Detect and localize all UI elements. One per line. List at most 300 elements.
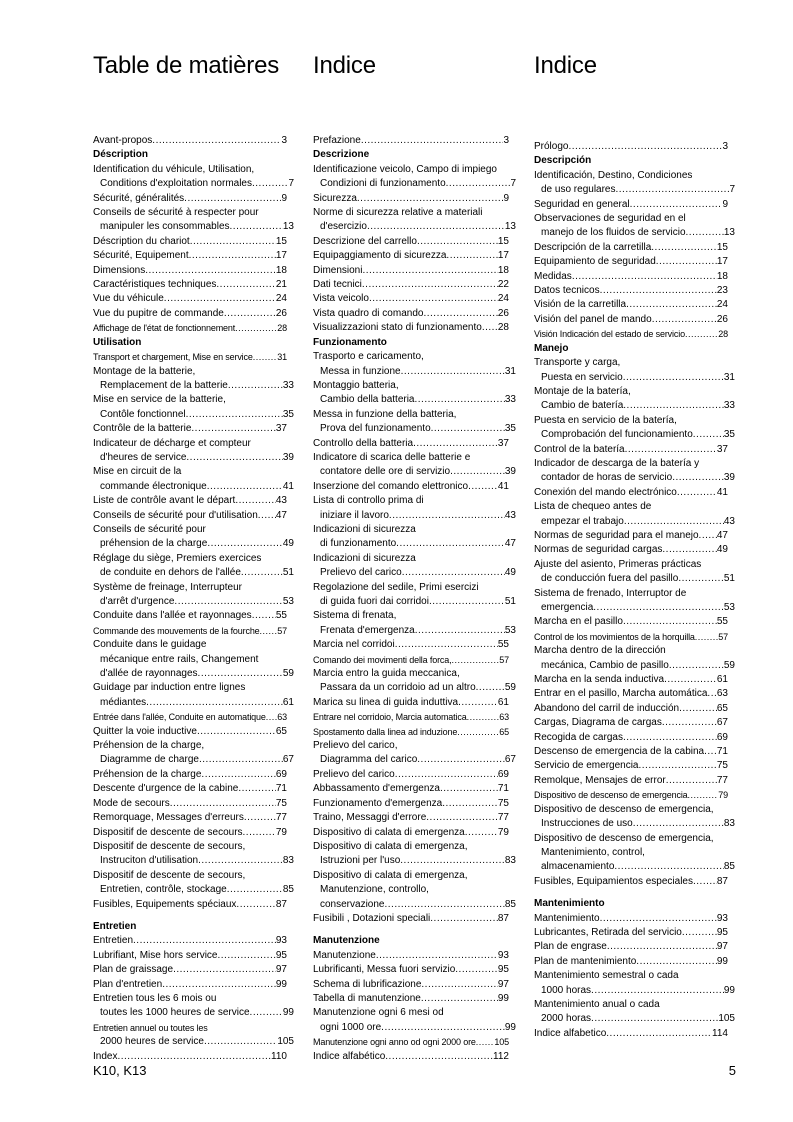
toc-entry[interactable]: [313, 292, 509, 306]
toc-entry-title: contatore delle ore di servizio: [320, 466, 451, 478]
toc-entry-line: Identificazione veicolo, Campo di impiego: [313, 163, 497, 175]
dot-leader: [686, 226, 724, 240]
toc-entry[interactable]: [313, 753, 516, 767]
toc-entry[interactable]: [534, 572, 735, 586]
toc-entry[interactable]: [93, 278, 287, 292]
toc-entry[interactable]: [534, 428, 735, 442]
toc-entry-title: Plan d'entretien: [93, 978, 163, 990]
toc-entry[interactable]: [534, 774, 728, 788]
dot-leader: [685, 327, 718, 341]
dot-leader: [421, 978, 497, 992]
dot-leader: [133, 934, 276, 948]
dot-leader: [415, 393, 505, 407]
toc-entry-page: 49: [716, 544, 728, 556]
toc-entry-title: Indice alfabético: [313, 1050, 386, 1062]
dot-leader: [636, 955, 717, 969]
toc-entry-page: 99: [275, 978, 287, 990]
toc-entry[interactable]: [313, 898, 516, 912]
toc-entry[interactable]: [534, 1012, 735, 1026]
toc-entry-page: 63: [277, 712, 287, 723]
toc-entry-page: 17: [275, 250, 287, 262]
toc-entry-title: Visión Indicación del estado de servicio: [534, 329, 685, 340]
toc-entry-title: Manutenzione ogni anno od ogni 2000 ore: [313, 1037, 476, 1048]
toc-entry[interactable]: [313, 393, 516, 407]
toc-entry-page: 95: [716, 926, 728, 938]
toc-entry[interactable]: [534, 745, 728, 759]
toc-entry[interactable]: [93, 898, 287, 912]
toc-entry-title: Contôle fonctionnel: [100, 408, 186, 420]
toc-entry[interactable]: [534, 255, 728, 269]
dot-leader: [170, 797, 276, 811]
toc-entry-page: 33: [504, 394, 516, 406]
dot-leader: [572, 270, 717, 284]
toc-entry-page: 55: [275, 610, 287, 622]
toc-entry-page: 3: [503, 135, 509, 146]
toc-entry-title: Fusibles, Equipements spéciaux: [93, 898, 237, 910]
toc-list: [93, 134, 294, 1064]
toc-entry[interactable]: [534, 615, 728, 629]
toc-entry[interactable]: [93, 379, 294, 393]
toc-entry[interactable]: [313, 624, 516, 638]
toc-entry[interactable]: [93, 696, 294, 710]
dot-leader: [164, 292, 276, 306]
dot-leader: [252, 609, 276, 623]
toc-entry[interactable]: [313, 963, 509, 977]
toc-entry[interactable]: [313, 177, 516, 191]
toc-entry[interactable]: [93, 321, 287, 335]
toc-entry-page: 87: [716, 875, 728, 887]
toc-entry[interactable]: [534, 198, 728, 212]
toc-entry-title: Entrée dans l'allée, Conduite en automatique: [93, 712, 266, 723]
dot-leader: [415, 624, 505, 638]
toc-entry[interactable]: [534, 860, 735, 874]
toc-entry-title: Comando dei movimenti della forca,: [313, 654, 452, 665]
toc-entry[interactable]: [313, 696, 509, 710]
toc-entry-title: de uso regulares: [541, 184, 616, 196]
toc-entry[interactable]: [93, 220, 294, 234]
toc-entry[interactable]: [534, 912, 728, 926]
toc-entry[interactable]: [534, 673, 728, 687]
toc-entry-line: Dispositivo de descenso de emergencia,: [534, 832, 714, 844]
toc-entry[interactable]: [313, 725, 509, 739]
toc-entry-title: préhension de la charge: [100, 538, 208, 550]
dot-leader: [184, 192, 281, 206]
toc-entry[interactable]: [93, 609, 287, 623]
toc-entry[interactable]: [93, 292, 287, 306]
toc-entry[interactable]: [93, 753, 294, 767]
toc-entry-page: 57: [499, 654, 509, 665]
toc-entry-title: Plan de engrase: [534, 941, 607, 953]
toc-entry[interactable]: [93, 667, 294, 681]
toc-entry-title: Index: [93, 1050, 118, 1062]
dot-leader: [174, 595, 282, 609]
toc-entry-title: Dispositif de descente de secours: [93, 826, 243, 838]
toc-entry[interactable]: [93, 811, 287, 825]
dot-leader: [693, 428, 724, 442]
toc-entry[interactable]: [534, 875, 728, 889]
toc-entry-page: 37: [716, 443, 728, 455]
toc-entry-title: Descenso de emergencia de la cabina: [534, 746, 705, 758]
toc-entry[interactable]: [534, 601, 735, 615]
toc-entry-title: Normas de seguridad para el manejo: [534, 529, 699, 541]
toc-entry-page: 15: [497, 235, 509, 247]
toc-entry-title: Funzionamento d'emergenza: [313, 797, 443, 809]
toc-entry[interactable]: [534, 140, 728, 154]
toc-entry[interactable]: [534, 731, 728, 745]
toc-entry[interactable]: [534, 529, 728, 543]
dot-leader: [467, 710, 500, 724]
toc-entry[interactable]: [534, 399, 735, 413]
toc-entry[interactable]: [534, 313, 728, 327]
toc-entry-title: d'esercizio: [320, 221, 367, 233]
toc-entry-page: 3: [722, 141, 728, 152]
toc-entry[interactable]: [93, 494, 287, 508]
toc-entry[interactable]: [93, 235, 287, 249]
toc-entry[interactable]: [534, 515, 735, 529]
toc-entry[interactable]: [313, 249, 509, 263]
toc-entry[interactable]: [313, 480, 509, 494]
toc-entry-page: 65: [716, 702, 728, 714]
toc-entry-page: 61: [716, 674, 728, 686]
dot-leader: [476, 1035, 495, 1049]
dot-leader: [626, 298, 717, 312]
toc-entry-page: 43: [723, 515, 735, 527]
toc-entry-line: Préhension de la charge,: [93, 740, 205, 752]
toc-entry[interactable]: [313, 509, 516, 523]
toc-entry[interactable]: [93, 595, 294, 609]
dot-leader: [367, 220, 505, 234]
toc-entry-title: Condizioni di funzionamento: [320, 178, 446, 190]
toc-entry[interactable]: [93, 408, 294, 422]
toc-entry[interactable]: [313, 978, 509, 992]
toc-list: [313, 134, 516, 1064]
toc-entry-title: Controllo della batteria: [313, 437, 414, 449]
toc-entry[interactable]: [313, 365, 516, 379]
toc-entry[interactable]: [313, 653, 509, 667]
toc-entry[interactable]: [93, 854, 294, 868]
section-heading: Manejo: [534, 342, 569, 354]
toc-entry[interactable]: [313, 278, 509, 292]
toc-entry[interactable]: [93, 949, 287, 963]
toc-entry[interactable]: [313, 768, 509, 782]
toc-entry[interactable]: [93, 264, 287, 278]
toc-entry[interactable]: [93, 249, 287, 263]
toc-entry-page: 61: [282, 696, 294, 708]
toc-entry[interactable]: [534, 443, 728, 457]
dot-leader: [395, 768, 498, 782]
toc-entry-title: manipuler les consommables: [100, 221, 230, 233]
toc-entry[interactable]: [93, 978, 287, 992]
toc-entry[interactable]: [93, 782, 287, 796]
dot-leader: [235, 321, 277, 335]
dot-leader: [198, 854, 283, 868]
toc-entry[interactable]: [534, 298, 728, 312]
toc-entry-page: 71: [275, 783, 287, 795]
toc-entry-page: 87: [275, 898, 287, 910]
toc-entry[interactable]: [313, 192, 509, 206]
toc-entry[interactable]: [313, 307, 509, 321]
dot-leader: [250, 1006, 283, 1020]
toc-entry[interactable]: [534, 327, 728, 341]
dot-leader: [369, 292, 498, 306]
dot-leader: [190, 235, 276, 249]
toc-entry-page: 67: [504, 754, 516, 766]
toc-entry[interactable]: [93, 797, 287, 811]
section-heading: Utilisation: [93, 336, 142, 348]
toc-entry-page: 97: [716, 941, 728, 953]
toc-entry-title: Dati tecnici: [313, 279, 362, 291]
toc-entry-title: emergencia: [541, 602, 594, 613]
toc-entry[interactable]: [313, 220, 516, 234]
dot-leader: [376, 949, 498, 963]
toc-entry[interactable]: [93, 624, 287, 638]
toc-entry-line: Marcha dentro de la dirección: [534, 645, 666, 657]
toc-entry[interactable]: [313, 1035, 509, 1049]
toc-entry[interactable]: [534, 284, 728, 298]
toc-entry-page: 69: [275, 768, 287, 780]
toc-entry[interactable]: [313, 638, 509, 652]
toc-entry[interactable]: [313, 422, 516, 436]
toc-entry[interactable]: [93, 537, 294, 551]
toc-entry[interactable]: [534, 716, 728, 730]
toc-entry[interactable]: [534, 630, 728, 644]
toc-entry-line: Système de freinage, Interrupteur: [93, 581, 242, 593]
toc-entry[interactable]: [313, 826, 509, 840]
toc-entry[interactable]: [93, 307, 287, 321]
toc-entry[interactable]: [93, 451, 294, 465]
dot-leader: [591, 984, 724, 998]
dot-leader: [652, 313, 717, 327]
toc-entry-page: 24: [497, 293, 509, 305]
toc-entry[interactable]: [313, 912, 509, 926]
toc-entry-page: 93: [497, 949, 509, 961]
toc-entry-title: Fusibili , Dotazioni speciali: [313, 912, 431, 924]
toc-entry-page: 53: [282, 596, 294, 607]
dot-leader: [146, 696, 283, 710]
toc-entry-page: 85: [723, 861, 735, 873]
dot-leader: [241, 566, 283, 580]
toc-entry-line: Montaggio batteria,: [313, 379, 399, 391]
toc-entry-page: 61: [497, 696, 509, 708]
toc-entry[interactable]: [93, 710, 287, 724]
toc-entry-title: Marcia nel corridoi: [313, 639, 395, 651]
toc-entry-line: Puesta en servicio de la batería,: [534, 414, 677, 426]
toc-entry[interactable]: [534, 759, 728, 773]
toc-entry-page: 110: [271, 1050, 287, 1062]
toc-entry[interactable]: [534, 270, 728, 284]
toc-entry[interactable]: [313, 537, 516, 551]
dot-leader: [258, 509, 276, 523]
toc-entry[interactable]: [534, 183, 735, 197]
toc-entry-title: Sicurezza: [313, 192, 357, 204]
toc-entry-page: 26: [275, 307, 287, 319]
toc-entry[interactable]: [93, 883, 294, 897]
toc-entry-page: 35: [504, 423, 516, 435]
toc-entry-title: Dispositivo di calata di emergenza: [313, 826, 465, 838]
toc-entry-title: Abandono del carril de inducción: [534, 702, 680, 714]
toc-entry-line: Indicazioni di sicurezza: [313, 523, 416, 535]
toc-entry-page: 79: [497, 826, 509, 838]
toc-entry[interactable]: [93, 1050, 287, 1064]
toc-entry-page: 85: [282, 884, 294, 896]
toc-entry-title: Cambio della batteria: [320, 394, 415, 406]
toc-entry-title: Traino, Messaggi d'errore: [313, 812, 427, 824]
toc-entry-page: 28: [277, 323, 287, 334]
toc-entry[interactable]: [313, 992, 509, 1006]
section-heading: Mantenimiento: [534, 898, 605, 910]
toc-entry-title: Vista quadro di comando: [313, 307, 424, 319]
dot-leader: [682, 926, 717, 940]
toc-entry[interactable]: [93, 934, 287, 948]
toc-entry-page: 99: [716, 955, 728, 967]
toc-entry[interactable]: [93, 192, 287, 206]
dot-leader: [593, 601, 724, 615]
dot-leader: [688, 788, 719, 802]
toc-entry[interactable]: [313, 134, 509, 148]
toc-entry-title: Puesta en servicio: [541, 371, 623, 383]
toc-entry-title: Plan de graissage: [93, 964, 174, 976]
toc-entry[interactable]: [93, 509, 287, 523]
toc-entry-page: 99: [723, 984, 735, 996]
toc-entry-line: Prelievo del carico,: [313, 740, 398, 752]
toc-entry[interactable]: [313, 566, 516, 580]
toc-entry-page: 93: [275, 935, 287, 947]
toc-entry-title: Prova del funzionamento: [320, 423, 431, 435]
toc-entry[interactable]: [93, 134, 287, 148]
toc-entry[interactable]: [93, 422, 287, 436]
dot-leader: [672, 471, 724, 485]
toc-entry[interactable]: [534, 817, 735, 831]
toc-entry[interactable]: [93, 566, 294, 580]
toc-entry-title: Vue du pupitre de commande: [93, 307, 224, 319]
toc-entry-page: 39: [723, 472, 735, 484]
toc-entry-line: Marcia entro la guida meccanica,: [313, 668, 460, 680]
dot-leader: [362, 264, 497, 278]
dot-leader: [218, 949, 276, 963]
toc-entry-page: 9: [503, 192, 509, 204]
toc-entry[interactable]: [534, 226, 735, 240]
toc-entry[interactable]: [313, 235, 509, 249]
toc-entry-line: Entretien annuel ou toutes les: [93, 1022, 208, 1033]
dot-leader: [431, 422, 505, 436]
toc-entry-page: 7: [510, 178, 516, 190]
toc-entry-title: Diagramma del carico: [320, 754, 418, 766]
dot-leader: [662, 716, 717, 730]
toc-entry[interactable]: [534, 1027, 728, 1041]
toc-entry[interactable]: [313, 595, 516, 609]
dot-leader: [417, 235, 498, 249]
toc-entry[interactable]: [93, 826, 287, 840]
toc-entry-title: Avant-propos: [93, 135, 153, 146]
toc-entry[interactable]: [313, 321, 509, 335]
toc-entry[interactable]: [313, 681, 516, 695]
toc-entry[interactable]: [93, 768, 287, 782]
toc-entry[interactable]: [534, 955, 728, 969]
toc-entry-page: 51: [282, 567, 294, 579]
toc-entry-page: 65: [275, 725, 287, 737]
toc-entry[interactable]: [93, 725, 287, 739]
toc-entry-title: Normas de seguridad cargas: [534, 544, 663, 556]
toc-entry-title: Instrucciones de uso: [541, 818, 633, 830]
toc-entry-title: Descente d'urgence de la cabine: [93, 783, 239, 795]
toc-entry-page: 75: [716, 760, 728, 772]
toc-entry-line: Mise en service de la batterie,: [93, 394, 226, 406]
toc-entry[interactable]: [313, 782, 509, 796]
toc-entry-title: Seguridad en general: [534, 198, 630, 210]
toc-entry[interactable]: [534, 788, 728, 802]
toc-entry[interactable]: [93, 350, 287, 364]
dot-leader: [266, 710, 278, 724]
toc-entry[interactable]: [313, 854, 516, 868]
toc-entry[interactable]: [313, 1021, 516, 1035]
toc-entry[interactable]: [534, 702, 728, 716]
toc-entry-page: 39: [282, 451, 294, 463]
dot-leader: [669, 659, 724, 673]
toc-entry[interactable]: [93, 1006, 294, 1020]
dot-leader: [623, 615, 717, 629]
toc-entry-page: 18: [275, 264, 287, 276]
dot-leader: [389, 509, 505, 523]
toc-entry[interactable]: [534, 471, 735, 485]
toc-entry-page: 95: [275, 949, 287, 961]
toc-entry-line: Dispositivo di calata di emergenza,: [313, 869, 468, 881]
toc-entry[interactable]: [313, 1050, 509, 1064]
toc-entry-title: Frenata d'emergenza: [320, 624, 415, 636]
dot-leader: [396, 537, 505, 551]
toc-entry[interactable]: [93, 963, 287, 977]
toc-entry-title: Prelievo del carico: [313, 768, 395, 780]
dot-leader: [455, 963, 498, 977]
toc-entry[interactable]: [313, 949, 509, 963]
toc-entry[interactable]: [313, 797, 509, 811]
toc-entry[interactable]: [93, 1035, 294, 1049]
dot-leader: [625, 443, 717, 457]
toc-entry-title: conservazione: [320, 898, 385, 910]
toc-entry-line: Mantenimiento, control,: [541, 846, 645, 858]
toc-entry[interactable]: [534, 940, 728, 954]
toc-entry[interactable]: [534, 371, 735, 385]
toc-entry[interactable]: [313, 264, 509, 278]
toc-entry[interactable]: [93, 177, 294, 191]
toc-entry[interactable]: [534, 926, 728, 940]
toc-entry[interactable]: [313, 465, 516, 479]
toc-entry[interactable]: [534, 687, 728, 701]
toc-entry-title: Marcha en la senda inductiva: [534, 674, 665, 686]
toc-entry-page: 57: [718, 631, 728, 642]
toc-entry-page: 13: [504, 221, 516, 233]
toc-entry-page: 35: [282, 408, 294, 420]
dot-leader: [430, 912, 498, 926]
toc-entry[interactable]: [93, 480, 294, 494]
toc-entry[interactable]: [534, 984, 735, 998]
toc-entry[interactable]: [313, 710, 509, 724]
toc-entry-title: d'allée de rayonnages: [100, 668, 198, 680]
toc-entry[interactable]: [313, 437, 509, 451]
toc-list: [534, 140, 735, 1041]
toc-entry[interactable]: [313, 811, 509, 825]
toc-entry-title: Sécurité, généralités: [93, 192, 185, 204]
toc-entry[interactable]: [534, 241, 728, 255]
footer-model: K10, K13: [93, 1063, 147, 1078]
toc-entry[interactable]: [534, 659, 735, 673]
toc-entry-page: 28: [497, 322, 509, 334]
dot-leader: [623, 371, 724, 385]
toc-entry-title: Dispositivo de descenso de emergencia: [534, 790, 688, 801]
dot-leader: [400, 854, 505, 868]
section-heading: Manutenzione: [313, 935, 380, 947]
toc-entry[interactable]: [534, 486, 728, 500]
toc-entry[interactable]: [534, 543, 728, 557]
